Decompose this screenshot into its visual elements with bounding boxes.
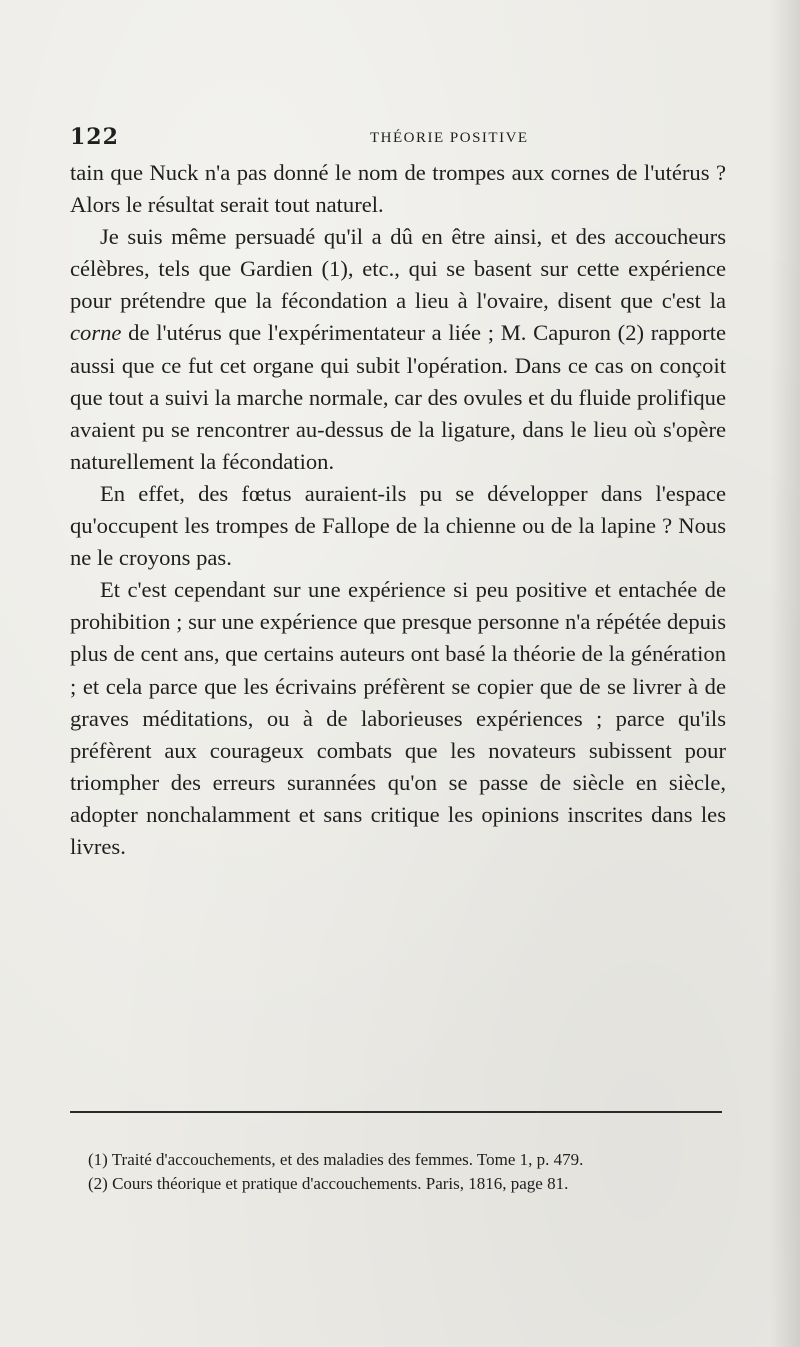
paragraph-2-emphasis: corne	[70, 320, 122, 346]
page-number: 122	[70, 124, 119, 150]
paragraph-2-part-b: de l'utérus que l'expérimentateur a liée ; M. Capuron (2) rapporte aussi que ce fut cet organe qui subit l'opération. Dans ce cas on conçoit que tout a suivi la marche normale, car des ovules et du fluide prolifique avaient pu se rencontrer au-dessus de la ligature, dans le lieu où s'opère naturellement la fécondation.	[70, 320, 726, 474]
paragraph-1: tain que Nuck n'a pas donné le nom de trompes aux cornes de l'utérus ? Alors le résultat serait tout naturel.	[70, 160, 726, 218]
running-head: THÉORIE POSITIVE	[370, 130, 529, 146]
footnote-2: (2) Cours théorique et pratique d'accouchements. Paris, 1816, page 81.	[88, 1173, 569, 1193]
body-text	[70, 157, 726, 863]
paragraph-2-part-a: Je suis même persuadé qu'il a dû en être ainsi, et des accoucheurs célèbres, tels que Gardien (1), etc., qui se basent sur cette expérience pour prétendre que la fécondation a lieu à l'ovaire, disent que c'est la	[70, 224, 726, 314]
footnotes	[70, 1148, 724, 1195]
footnote-separator	[70, 1111, 722, 1113]
paragraph-2	[70, 221, 726, 478]
paragraph-3: En effet, des fœtus auraient-ils pu se développer dans l'espace qu'occupent les trompes de Fallope de la chienne ou de la lapine ? Nous ne le croyons pas.	[70, 480, 726, 571]
footnote-1: (1) Traité d'accouchements, et des maladies des femmes. Tome 1, p. 479.	[88, 1150, 584, 1169]
page-header	[70, 124, 730, 156]
paragraph-4: Et c'est cependant sur une expérience si peu positive et entachée de prohibition ; sur une expérience que presque personne n'a répétée depuis plus de cent ans, que certains auteurs ont basé la théorie de la génération ; et cela parce que les écrivains préfèrent se copier que de se livrer à de graves méditations, ou à de laborieuses expériences ; parce qu'ils préfèrent aux courageux combats que les novateurs subissent pour triompher des erreurs surannées qu'on se passe de siècle en siècle, adopter nonchalamment et sans critique les opinions inscrites dans les livres.	[70, 577, 726, 859]
